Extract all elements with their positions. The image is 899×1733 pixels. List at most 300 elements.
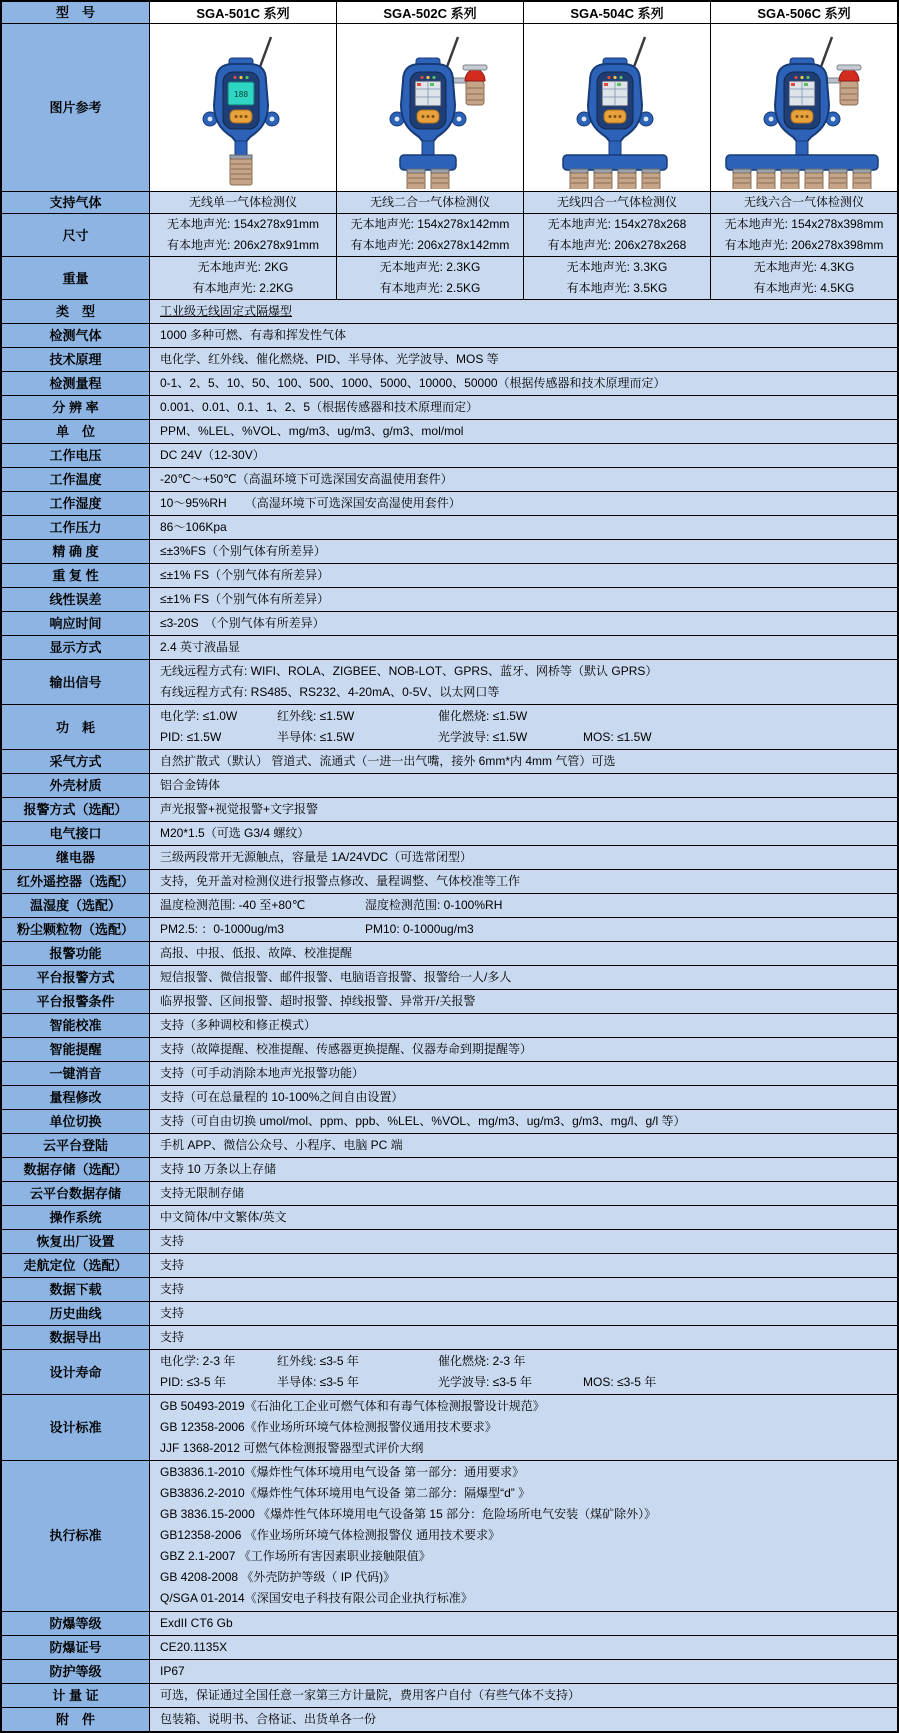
spec-row	[2, 1206, 897, 1230]
spec-value-line	[160, 1303, 887, 1324]
spec-value-text: 支持（可自由切换 umol/mol、ppm、ppb、%LEL、%VOL、mg/m3、ug/m3、g/m3、mg/l、g/l 等）	[160, 1114, 686, 1128]
spec-value	[150, 942, 897, 965]
spec-value-text: 无线远程方式有: WIFI、ROLA、ZIGBEE、NOB-LOT、GPRS、蓝牙、网桥等（默认 GPRS）	[160, 664, 658, 678]
spec-value-line	[160, 1567, 887, 1588]
spec-row	[2, 1062, 897, 1086]
spec-row	[2, 1134, 897, 1158]
spec-value-text: 湿度检测范围: 0-100%RH	[365, 898, 503, 912]
model-cell-line: 无本地声光: 2.3KG	[379, 260, 481, 274]
spec-value-text: ExdII CT6 Gb	[160, 1615, 233, 1630]
spec-value-text: 支持	[160, 1258, 185, 1272]
row-label: 历史曲线	[2, 1302, 150, 1325]
spec-row	[2, 468, 897, 492]
spec-value-text: GB 50493-2019《石油化工企业可燃气体和有毒气体检测报警设计规范》	[160, 1399, 545, 1413]
model-cell	[711, 257, 897, 299]
spec-value-text: ≤±1% FS（个别气体有所差异）	[160, 592, 330, 606]
model-cell	[711, 192, 897, 213]
model-cell	[524, 257, 711, 299]
row-label: 数据导出	[2, 1326, 150, 1349]
spec-value-text: ≤±1% FS（个别气体有所差异）	[160, 568, 330, 582]
spec-row	[2, 1461, 897, 1612]
spec-value-text: 支持	[160, 1306, 185, 1320]
row-label: 报警功能	[2, 942, 150, 965]
spec-row	[2, 798, 897, 822]
spec-value-text: 催化燃烧: 2-3 年	[438, 1354, 526, 1368]
spec-value	[150, 444, 897, 467]
spec-value	[150, 1206, 897, 1229]
model-values-row	[2, 214, 897, 257]
spec-value-line	[160, 1063, 887, 1084]
spec-value	[150, 348, 897, 371]
model-values-row	[2, 192, 897, 214]
spec-row	[2, 1612, 897, 1636]
spec-value-text: 0.001、0.01、0.1、1、2、5（根据传感器和技术原理而定）	[160, 400, 479, 414]
spec-row	[2, 1708, 897, 1731]
spec-value-line	[160, 1327, 887, 1348]
spec-value-text: IP67	[160, 1663, 185, 1678]
spec-value-line	[160, 727, 887, 748]
spec-value-text: 半导体: ≤1.5W	[277, 730, 355, 744]
spec-value	[150, 1254, 897, 1277]
image-row-label: 图片参考	[2, 24, 150, 191]
row-label: 平台报警方式	[2, 966, 150, 989]
spec-value-line	[160, 493, 887, 514]
spec-value-text: 包装箱、说明书、合格证、出货单各一份	[160, 1711, 377, 1726]
spec-value-text: 光学波导: ≤3-5 年	[438, 1375, 532, 1389]
spec-value	[150, 660, 897, 704]
header-model-sga-501c: SGA-501C 系列	[150, 2, 337, 23]
spec-value-text: PPM、%LEL、%VOL、mg/m3、ug/m3、g/m3、mol/mol	[160, 424, 464, 438]
spec-value	[150, 1134, 897, 1157]
row-label: 智能校准	[2, 1014, 150, 1037]
spec-value-text: 三级两段常开无源触点，容量是 1A/24VDC（可选常闭型）	[160, 850, 473, 864]
spec-value	[150, 516, 897, 539]
spec-value-text: 临界报警、区间报警、超时报警、掉线报警、异常开/关报警	[160, 994, 476, 1008]
table-header-row	[2, 2, 897, 24]
spec-row	[2, 1684, 897, 1708]
row-label: 外壳材质	[2, 774, 150, 797]
spec-value-line	[160, 1039, 887, 1060]
spec-value-text: 工业级无线固定式隔爆型	[160, 304, 293, 318]
row-label: 云平台登陆	[2, 1134, 150, 1157]
spec-value-line	[160, 637, 887, 658]
spec-value-line	[160, 1462, 887, 1483]
spec-value	[150, 1684, 897, 1707]
spec-value-line	[160, 1483, 887, 1504]
spec-value	[150, 324, 897, 347]
spec-value-line	[160, 589, 887, 610]
spec-value-line	[160, 1255, 887, 1276]
model-cell-line: 有本地声光: 2.5KG	[379, 281, 481, 295]
row-label: 响应时间	[2, 612, 150, 635]
spec-row	[2, 444, 897, 468]
spec-value-text: GB 12358-2006《作业场所环境气体检测报警仪通用技术要求》	[160, 1420, 497, 1434]
spec-value-text: 可选，保证通过全国任意一家第三方计量院，费用客户自付（有些气体不支持）	[160, 1687, 581, 1702]
spec-value	[150, 372, 897, 395]
row-label: 设计寿命	[2, 1350, 150, 1394]
spec-row	[2, 324, 897, 348]
spec-value	[150, 468, 897, 491]
spec-value-text: 支持（多种调校和修正模式）	[160, 1018, 317, 1032]
spec-value-line	[160, 1613, 887, 1634]
device-image-sga-502c	[337, 24, 524, 191]
spec-value	[150, 1660, 897, 1683]
row-label: 继电器	[2, 846, 150, 869]
model-cell-line: 无本地声光: 154x278x91mm	[166, 217, 320, 231]
spec-row	[2, 660, 897, 705]
spec-row	[2, 516, 897, 540]
spec-row	[2, 348, 897, 372]
spec-value	[150, 870, 897, 893]
model-cell	[711, 214, 897, 256]
spec-value	[150, 1110, 897, 1133]
row-label: 平台报警条件	[2, 990, 150, 1013]
spec-value-line	[160, 1183, 887, 1204]
spec-value-line	[160, 1351, 887, 1372]
row-label: 温湿度（选配）	[2, 894, 150, 917]
spec-row	[2, 1110, 897, 1134]
spec-value-line	[160, 799, 887, 820]
spec-value-line	[160, 943, 887, 964]
row-label: 精 确 度	[2, 540, 150, 563]
row-label: 线性误差	[2, 588, 150, 611]
spec-value	[150, 1038, 897, 1061]
spec-value-line	[160, 613, 887, 634]
row-label: 尺寸	[2, 214, 150, 256]
spec-value-text: 支持	[160, 1330, 185, 1344]
spec-row	[2, 564, 897, 588]
spec-value-text: 红外线: ≤1.5W	[277, 709, 355, 723]
model-cell-line: 有本地声光: 3.5KG	[566, 281, 668, 295]
model-cell	[150, 257, 337, 299]
spec-value	[150, 1014, 897, 1037]
spec-value-line	[160, 1111, 887, 1132]
spec-row	[2, 705, 897, 750]
spec-row	[2, 612, 897, 636]
spec-value-line	[160, 541, 887, 562]
spec-value-line	[160, 706, 887, 727]
spec-value-line	[160, 301, 887, 322]
row-label: 电气接口	[2, 822, 150, 845]
model-cell-line: 无本地声光: 154x278x268	[547, 217, 687, 231]
spec-value	[150, 705, 897, 749]
spec-value-text: 温度检测范围: -40 至+80℃	[160, 898, 306, 912]
spec-row	[2, 1254, 897, 1278]
spec-value-text: 支持（故障提醒、校准提醒、传感器更换提醒、仪器寿命到期提醒等）	[160, 1042, 533, 1056]
spec-value-text: 声光报警+视觉报警+文字报警	[160, 802, 319, 816]
spec-value-text: 2.4 英寸液晶显	[160, 640, 241, 654]
spec-value	[150, 822, 897, 845]
spec-value-text: 高报、中报、低报、故障、校准提醒	[160, 946, 353, 960]
spec-value-line	[160, 1438, 887, 1459]
spec-value-text: 半导体: ≤3-5 年	[277, 1375, 359, 1389]
spec-value-line	[160, 1396, 887, 1417]
spec-value-text: 催化燃烧: ≤1.5W	[438, 709, 528, 723]
spec-row	[2, 1636, 897, 1660]
model-cell-line: 无线单一气体检测仪	[188, 195, 297, 209]
row-label: 防爆证号	[2, 1636, 150, 1659]
device-image-sga-501c	[150, 24, 337, 191]
spec-row	[2, 492, 897, 516]
spec-value-text: 自然扩散式（默认） 管道式、流通式（一进一出气嘴，接外 6mm*内 4mm 气管）可选	[160, 754, 616, 768]
spec-value-text: 电化学、红外线、催化燃烧、PID、半导体、光学波导、MOS 等	[160, 352, 499, 366]
row-label: 数据下载	[2, 1278, 150, 1301]
spec-value-line	[160, 1417, 887, 1438]
spec-value-text: 电化学: 2-3 年	[160, 1354, 236, 1368]
spec-value-text: JJF 1368-2012 可燃气体检测报警器型式评价大纲	[160, 1441, 424, 1455]
spec-value	[150, 1395, 897, 1460]
spec-value	[150, 300, 897, 323]
spec-row	[2, 1014, 897, 1038]
spec-value-line	[160, 1207, 887, 1228]
spec-value	[150, 564, 897, 587]
spec-value	[150, 990, 897, 1013]
spec-value-text: GB12358-2006 《作业场所环境气体检测报警仪 通用技术要求》	[160, 1528, 501, 1543]
spec-value	[150, 1158, 897, 1181]
spec-row	[2, 894, 897, 918]
spec-value-text: -20℃～+50℃（高温环境下可选深国安高温使用套件）	[160, 472, 453, 486]
spec-value-line	[160, 682, 887, 703]
spec-value-line	[160, 823, 887, 844]
spec-row	[2, 1230, 897, 1254]
gas-detector-6in1-icon	[714, 31, 894, 189]
model-cell	[524, 214, 711, 256]
spec-value-text: 有线远程方式有: RS485、RS232、4-20mA、0-5V、以太网口等	[160, 685, 500, 699]
spec-value-text: 支持（可在总量程的 10-100%之间自由设置）	[160, 1090, 404, 1104]
spec-value-text: 支持	[160, 1234, 185, 1248]
spec-row	[2, 1395, 897, 1461]
spec-row	[2, 396, 897, 420]
spec-row	[2, 822, 897, 846]
image-reference-row	[2, 24, 897, 192]
model-cell-line: 有本地声光: 4.5KG	[753, 281, 855, 295]
spec-value-line	[160, 517, 887, 538]
spec-value-text: PM10: 0-1000ug/m3	[365, 922, 474, 936]
spec-value-line	[160, 1135, 887, 1156]
model-cell-line: 有本地声光: 2.2KG	[192, 281, 294, 295]
spec-value-text: 中文简体/中文繁体/英文	[160, 1210, 287, 1224]
spec-value-line	[160, 445, 887, 466]
spec-value-line	[160, 1504, 887, 1525]
row-label: 工作温度	[2, 468, 150, 491]
spec-value-line	[160, 991, 887, 1012]
spec-value-text: 手机 APP、微信公众号、小程序、电脑 PC 端	[160, 1138, 403, 1152]
row-label: 云平台数据存储	[2, 1182, 150, 1205]
row-label: 数据存储（选配）	[2, 1158, 150, 1181]
spec-value-line	[160, 1637, 887, 1658]
spec-value-text: PM2.5: ：0-1000ug/m3	[160, 922, 285, 936]
spec-value-line	[160, 1279, 887, 1300]
model-cell-line: 无本地声光: 2KG	[197, 260, 289, 274]
model-cell-line: 有本地声光: 206x278x268	[547, 238, 687, 252]
spec-value	[150, 492, 897, 515]
spec-value-line	[160, 1525, 887, 1546]
spec-row	[2, 1660, 897, 1684]
spec-value-text: MOS: ≤3-5 年	[583, 1375, 657, 1389]
spec-value-line	[160, 775, 887, 796]
spec-value	[150, 1086, 897, 1109]
spec-value	[150, 1612, 897, 1635]
spec-value-text: GBZ 2.1-2007 《工作场所有害因素职业接触限值》	[160, 1549, 431, 1564]
model-cell	[150, 214, 337, 256]
spec-value	[150, 420, 897, 443]
spec-value-text: GB 4208-2008 《外壳防护等级（ IP 代码)》	[160, 1570, 396, 1585]
spec-value-text: GB3836.2-2010《爆炸性气体环境用电气设备 第二部分：隔爆型“d” 》	[160, 1486, 531, 1501]
spec-value-line	[160, 565, 887, 586]
spec-row	[2, 1158, 897, 1182]
spec-value-text: PID: ≤1.5W	[160, 730, 222, 744]
row-label: 设计标准	[2, 1395, 150, 1460]
spec-row	[2, 774, 897, 798]
row-label: 执行标准	[2, 1461, 150, 1611]
header-model-label: 型 号	[2, 2, 150, 23]
spec-value-text: 铝合金铸体	[160, 778, 221, 792]
row-label: 工作湿度	[2, 492, 150, 515]
gas-detector-4in1-icon	[527, 31, 707, 189]
row-label: 恢复出厂设置	[2, 1230, 150, 1253]
spec-value	[150, 1326, 897, 1349]
spec-value-text: 短信报警、微信报警、邮件报警、电脑语音报警、报警给一人/多人	[160, 970, 512, 984]
spec-row	[2, 372, 897, 396]
spec-value	[150, 918, 897, 941]
spec-value-line	[160, 1372, 887, 1393]
spec-value-line	[160, 397, 887, 418]
spec-value-text: 光学波导: ≤1.5W	[438, 730, 528, 744]
spec-row	[2, 966, 897, 990]
spec-value-line	[160, 1231, 887, 1252]
spec-value-text: 电化学: ≤1.0W	[160, 709, 238, 723]
row-label: 单位切换	[2, 1110, 150, 1133]
model-cell-line: 有本地声光: 206x278x91mm	[166, 238, 320, 252]
row-label: 工作压力	[2, 516, 150, 539]
spec-value	[150, 1350, 897, 1394]
row-label: 计 量 证	[2, 1684, 150, 1707]
spec-value-line	[160, 325, 887, 346]
spec-value-text: 86～106Kpa	[160, 520, 227, 534]
model-cell-line: 无本地声光: 154x278x398mm	[724, 217, 884, 231]
svg-text:188: 188	[233, 90, 249, 99]
spec-row	[2, 990, 897, 1014]
spec-value-text: 支持（可手动消除本地声光报警功能）	[160, 1066, 365, 1080]
spec-row	[2, 1302, 897, 1326]
spec-value-line	[160, 1685, 887, 1706]
spec-value-line	[160, 1588, 887, 1609]
spec-value-line	[160, 919, 887, 940]
spec-value	[150, 966, 897, 989]
spec-value-text: 支持 10 万条以上存储	[160, 1162, 277, 1176]
spec-value-line	[160, 895, 887, 916]
spec-row	[2, 1038, 897, 1062]
spec-row	[2, 636, 897, 660]
spec-value	[150, 1302, 897, 1325]
row-label: 走航定位（选配）	[2, 1254, 150, 1277]
model-cell	[337, 257, 524, 299]
spec-value	[150, 1230, 897, 1253]
spec-row	[2, 1182, 897, 1206]
spec-value-line	[160, 469, 887, 490]
spec-row	[2, 918, 897, 942]
row-label: 支持气体	[2, 192, 150, 213]
row-label: 报警方式（选配）	[2, 798, 150, 821]
device-image-sga-504c	[524, 24, 711, 191]
model-cell-line: 无线二合一气体检测仪	[369, 195, 490, 209]
spec-row	[2, 942, 897, 966]
spec-value-line	[160, 967, 887, 988]
row-label: 输出信号	[2, 660, 150, 704]
spec-value-text: ≤3-20S （个别气体有所差异）	[160, 616, 325, 630]
spec-row	[2, 750, 897, 774]
spec-value-line	[160, 1015, 887, 1036]
row-label: 检测气体	[2, 324, 150, 347]
gas-detector-2in1-icon	[340, 31, 520, 189]
device-image-sga-506c	[711, 24, 897, 191]
model-cell-line: 无本地声光: 4.3KG	[753, 260, 855, 274]
row-label: 一键消音	[2, 1062, 150, 1085]
spec-row	[2, 1086, 897, 1110]
row-label: 工作电压	[2, 444, 150, 467]
spec-value-text: DC 24V（12-30V）	[160, 448, 265, 462]
spec-row	[2, 420, 897, 444]
model-cell-line: 无本地声光: 3.3KG	[566, 260, 668, 274]
row-label: 类 型	[2, 300, 150, 323]
spec-row	[2, 300, 897, 324]
header-model-sga-504c: SGA-504C 系列	[524, 2, 711, 23]
spec-value-line	[160, 1159, 887, 1180]
row-label: 采气方式	[2, 750, 150, 773]
header-model-sga-506c: SGA-506C 系列	[711, 2, 897, 23]
spec-value	[150, 540, 897, 563]
spec-value	[150, 774, 897, 797]
spec-value	[150, 1062, 897, 1085]
row-label: 附 件	[2, 1708, 150, 1731]
spec-rows-container	[2, 192, 897, 1731]
row-label: 单 位	[2, 420, 150, 443]
model-cell-line: 有本地声光: 206x278x398mm	[724, 238, 884, 252]
spec-value-line	[160, 661, 887, 682]
row-label: 量程修改	[2, 1086, 150, 1109]
spec-value-line	[160, 373, 887, 394]
spec-value-line	[160, 1087, 887, 1108]
model-cell	[337, 192, 524, 213]
row-label: 防护等级	[2, 1660, 150, 1683]
spec-value-text: ≤±3%FS（个别气体有所差异）	[160, 544, 326, 558]
model-cell-line: 无线四合一气体检测仪	[556, 195, 677, 209]
row-label: 重 复 性	[2, 564, 150, 587]
spec-value-line	[160, 1709, 887, 1730]
spec-row	[2, 1326, 897, 1350]
spec-value	[150, 894, 897, 917]
spec-value-text: 支持无限制存储	[160, 1186, 245, 1200]
spec-value-text: GB3836.1-2010《爆炸性气体环境用电气设备 第一部分：通用要求》	[160, 1465, 525, 1480]
spec-value-text: Q/SGA 01-2014《深国安电子科技有限公司企业执行标准》	[160, 1591, 473, 1606]
model-cell	[337, 214, 524, 256]
spec-value-text: 10～95%RH （高湿环境下可选深国安高湿使用套件）	[160, 496, 461, 510]
model-cell	[524, 192, 711, 213]
spec-value	[150, 1278, 897, 1301]
row-label: 红外遥控器（选配）	[2, 870, 150, 893]
spec-value-line	[160, 349, 887, 370]
spec-row	[2, 1350, 897, 1395]
row-label: 显示方式	[2, 636, 150, 659]
spec-value-text: 支持，免开盖对检测仪进行报警点修改、量程调整、气体校准等工作	[160, 874, 521, 888]
model-cell-line: 有本地声光: 206x278x142mm	[350, 238, 510, 252]
spec-row	[2, 540, 897, 564]
spec-value	[150, 396, 897, 419]
header-model-sga-502c: SGA-502C 系列	[337, 2, 524, 23]
spec-value	[150, 846, 897, 869]
spec-value	[150, 798, 897, 821]
spec-value-text: M20*1.5（可选 G3/4 螺纹）	[160, 826, 310, 840]
